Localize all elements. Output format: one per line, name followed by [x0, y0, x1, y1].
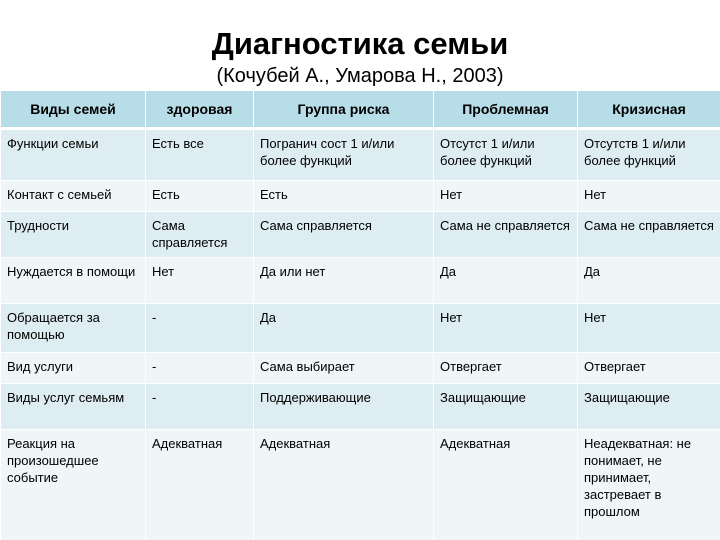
table-cell: Сама не справляется: [434, 212, 578, 258]
table-row: [1, 258, 720, 304]
table-cell: Адекватная: [434, 430, 578, 540]
table-cell: -: [146, 304, 254, 353]
row-label: Реакция на произошедшее событие: [1, 430, 146, 540]
header-risk-group: Группа риска: [254, 91, 434, 129]
table-cell: Неадекватная: не понимает, не принимает, застревает в прошлом: [578, 430, 720, 540]
row-label: Обращается за помощью: [1, 304, 146, 353]
header-family-types: Виды семей: [1, 91, 146, 129]
table-row: [1, 353, 720, 384]
table-cell: Нет: [146, 258, 254, 304]
row-label: Функции семьи: [1, 129, 146, 181]
table-cell: Да или нет: [254, 258, 434, 304]
table-cell: Да: [254, 304, 434, 353]
table-cell: Защищающие: [434, 384, 578, 430]
table-cell: Отсутств 1 и/или более функций: [578, 129, 720, 181]
table-cell: Нет: [578, 304, 720, 353]
header-crisis: Кризисная: [578, 91, 720, 129]
table-cell: Да: [578, 258, 720, 304]
table-cell: Есть все: [146, 129, 254, 181]
slide-subtitle: (Кочубей А., Умарова Н., 2003): [216, 65, 504, 87]
table-row: [1, 430, 720, 540]
row-label: Вид услуги: [1, 353, 146, 384]
table-row: [1, 384, 720, 430]
table-cell: Нет: [434, 304, 578, 353]
table-cell: Адекватная: [146, 430, 254, 540]
table-cell: Да: [434, 258, 578, 304]
table-row: [1, 304, 720, 353]
table-cell: Есть: [254, 181, 434, 212]
table-cell: Сама выбирает: [254, 353, 434, 384]
row-label: Нуждается в помощи: [1, 258, 146, 304]
slide-title: Диагностика семьи: [211, 26, 509, 61]
row-label: Контакт с семьей: [1, 181, 146, 212]
table-cell: Нет: [578, 181, 720, 212]
table-cell: Сама не справляется: [578, 212, 720, 258]
table-cell: Есть: [146, 181, 254, 212]
table-cell: Сама справляется: [254, 212, 434, 258]
table-row: [1, 129, 720, 181]
table-cell: Отвергает: [434, 353, 578, 384]
row-label: Виды услуг семьям: [1, 384, 146, 430]
table-cell: -: [146, 384, 254, 430]
table-row: [1, 181, 720, 212]
table-cell: Поддерживающие: [254, 384, 434, 430]
row-label: Трудности: [1, 212, 146, 258]
table-cell: Отсутст 1 и/или более функций: [434, 129, 578, 181]
header-problematic: Проблемная: [434, 91, 578, 129]
table-cell: Отвергает: [578, 353, 720, 384]
header-healthy: здоровая: [146, 91, 254, 129]
table-cell: Сама справляется: [146, 212, 254, 258]
family-diagnostics-table: [0, 90, 720, 540]
table-cell: -: [146, 353, 254, 384]
table-cell: Адекватная: [254, 430, 434, 540]
table-header-row: [1, 91, 720, 129]
table-cell: Нет: [434, 181, 578, 212]
table-cell: Защищающие: [578, 384, 720, 430]
table-row: [1, 212, 720, 258]
table-cell: Погранич сост 1 и/или более функций: [254, 129, 434, 181]
